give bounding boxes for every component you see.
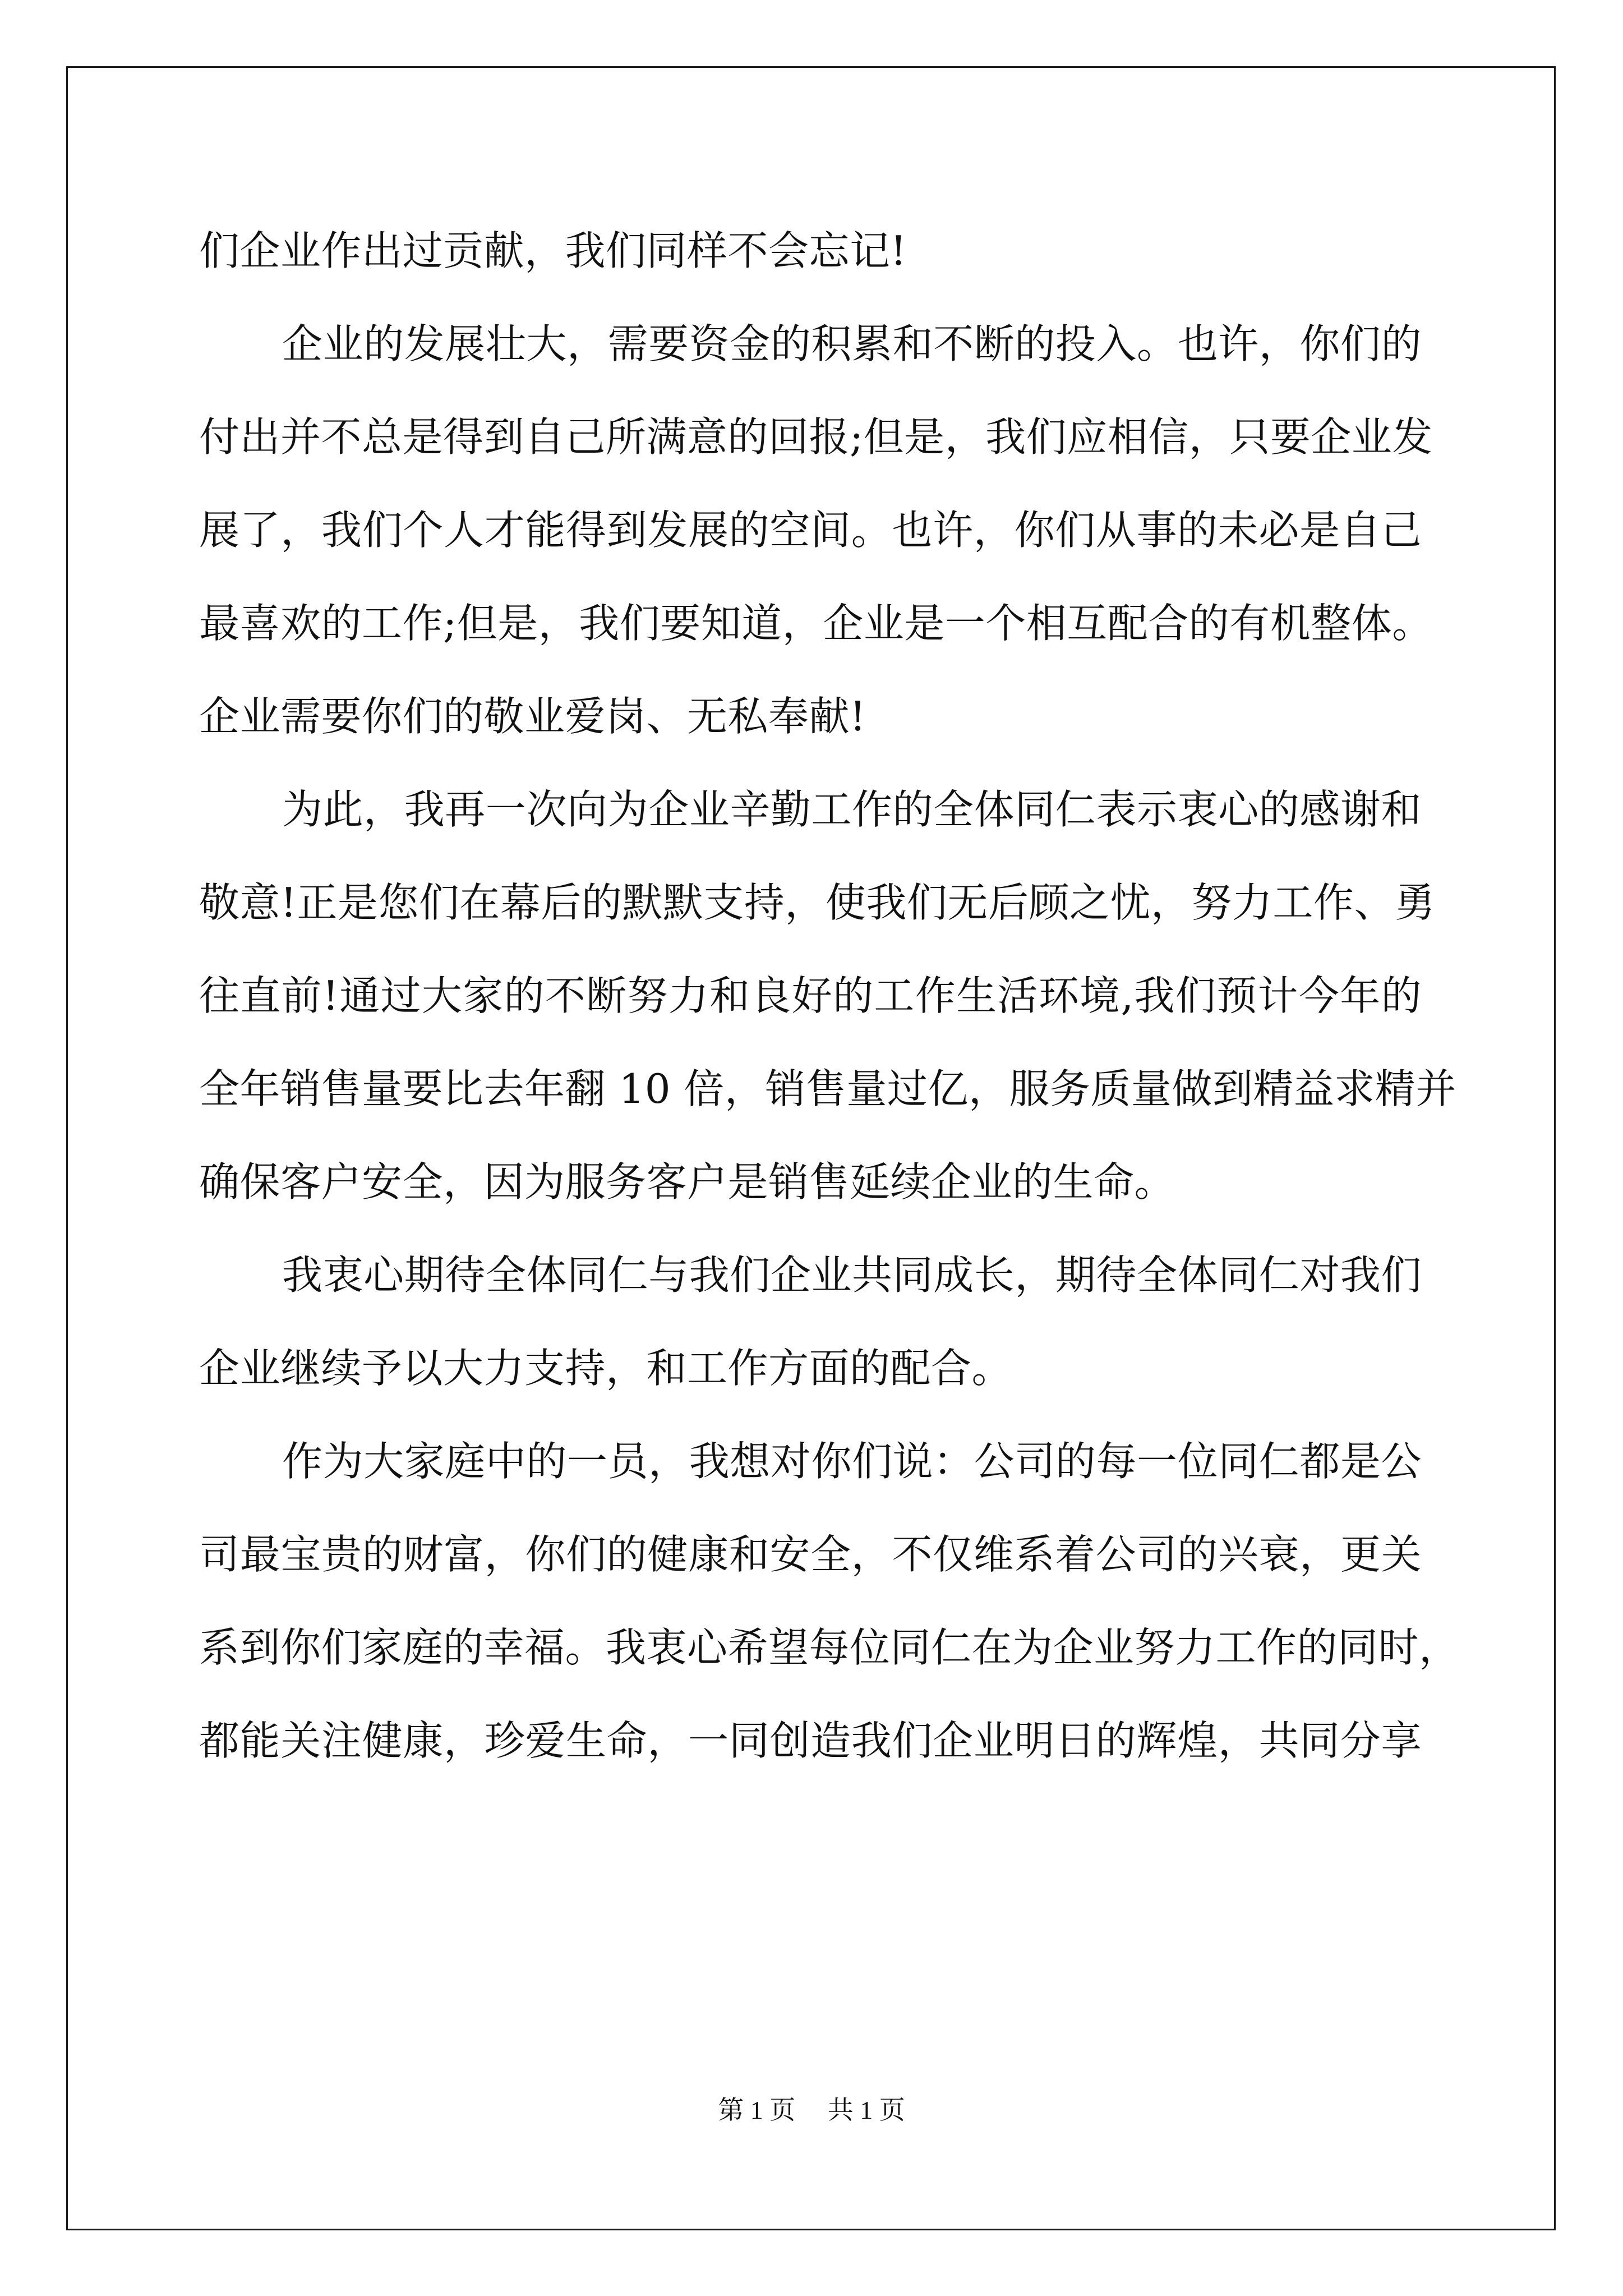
text-line: 确保客户安全，因为服务客户是销售延续企业的生命。 [199,1158,1175,1205]
text-line: 敬意!正是您们在幕后的默默支持，使我们无后顾之忧，努力工作、勇 [199,879,1436,926]
text-line: 企业的发展壮大，需要资金的积累和不断的投入。也许，你们的 [282,320,1422,367]
text-line: 为此，我再一次向为企业辛勤工作的全体同仁表示衷心的感谢和 [282,786,1422,833]
text-line: 企业需要你们的敬业爱岗、无私奉献! [199,693,866,740]
page-count: 共 1 页 [827,2096,905,2124]
page-number: 第 1 页 [718,2096,796,2124]
text-line: 们企业作出过贡献，我们同样不会忘记! [199,227,907,274]
text-line: 我衷心期待全体同仁与我们企业共同成长，期待全体同仁对我们 [282,1251,1422,1299]
page-footer [0,2093,1623,2127]
text-line: 企业继续予以大力支持，和工作方面的配合。 [199,1345,1013,1392]
text-line: 都能关注健康，珍爱生命，一同创造我们企业明日的辉煌，共同分享 [199,1717,1422,1764]
text-line: 往直前!通过大家的不断努力和良好的工作生活环境,我们预计今年的 [199,972,1422,1019]
text-line: 全年销售量要比去年翻 10 倍，销售量过亿，服务质量做到精益求精并 [199,1065,1456,1112]
text-line: 作为大家庭中的一员，我想对你们说：公司的每一位同仁都是公 [282,1438,1422,1485]
text-line: 司最宝贵的财富，你们的健康和安全，不仅维系着公司的兴衰，更关 [199,1531,1422,1578]
text-line: 展了，我们个人才能得到发展的空间。也许，你们从事的未必是自己 [199,507,1422,554]
text-line: 最喜欢的工作;但是，我们要知道，企业是一个相互配合的有机整体。 [199,600,1433,647]
text-line: 系到你们家庭的幸福。我衷心希望每位同仁在为企业努力工作的同时， [199,1624,1460,1671]
text-line: 付出并不总是得到自己所满意的回报;但是，我们应相信，只要企业发 [199,413,1433,461]
document-body [199,209,1460,1792]
